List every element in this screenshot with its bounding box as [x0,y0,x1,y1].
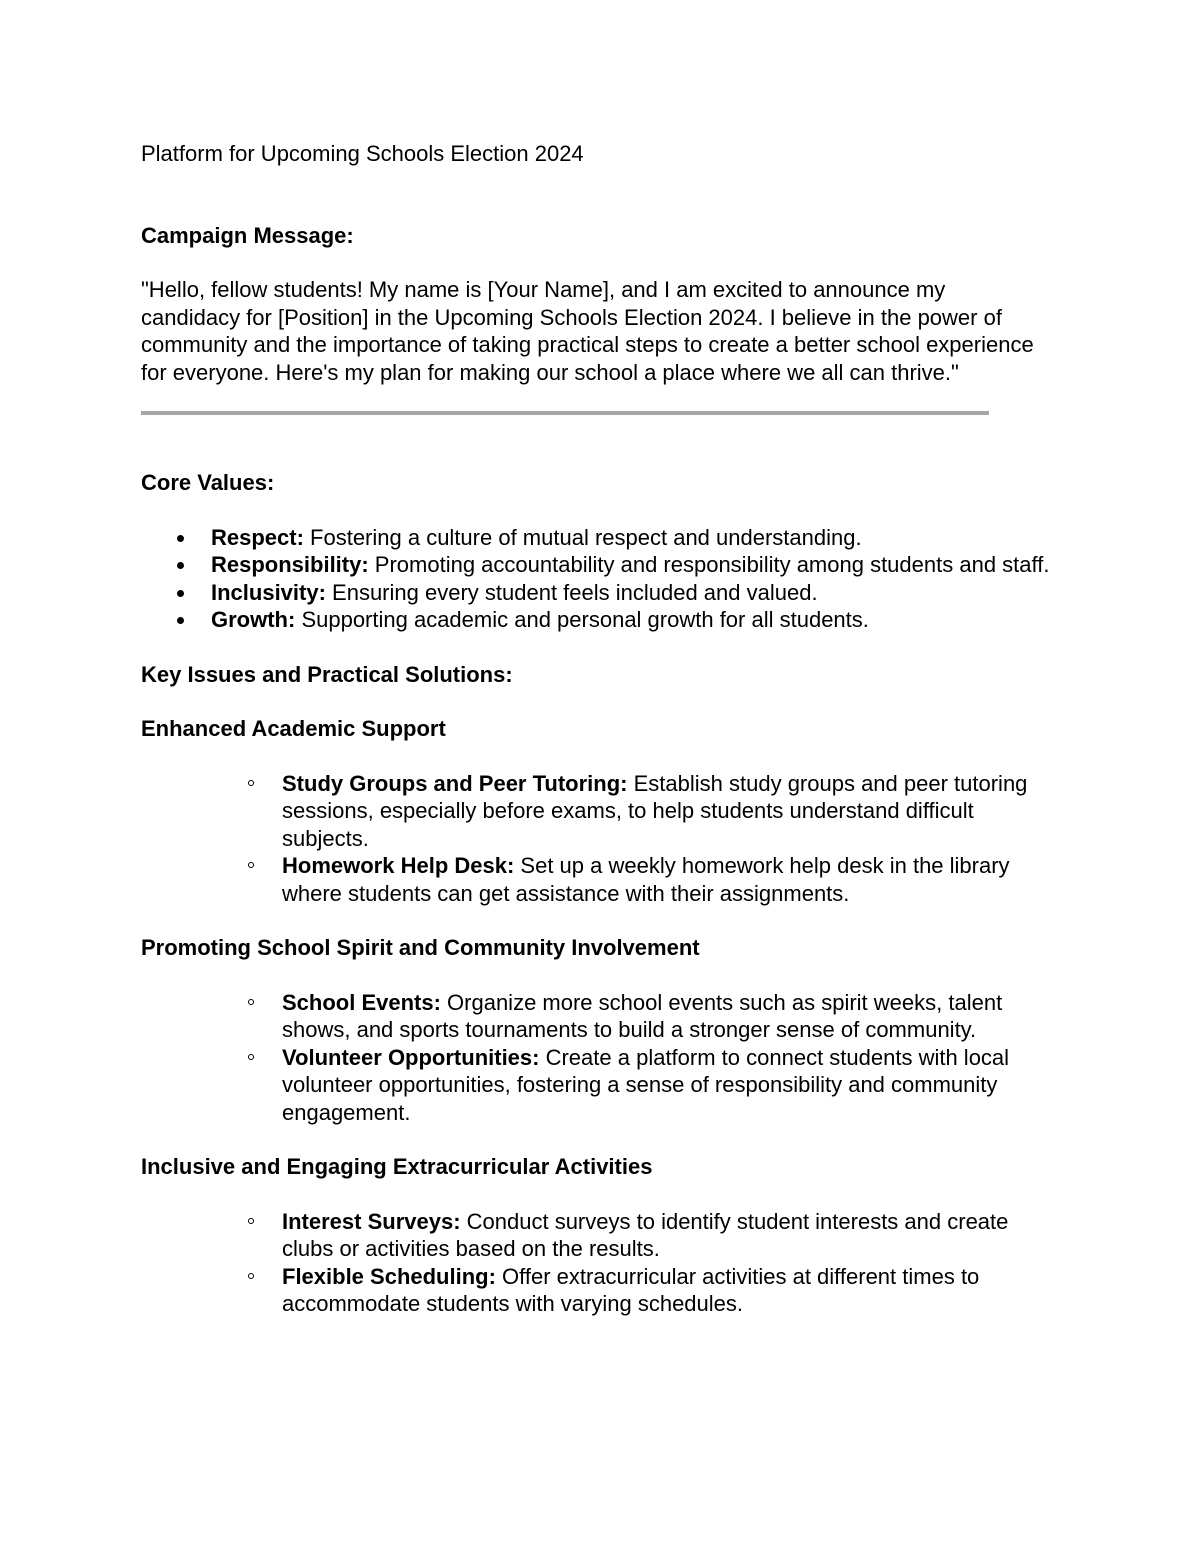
bullet-icon [177,590,184,597]
item-label: Interest Surveys: [282,1208,461,1234]
item-text: Offer extracurricular activities at different times to accommodate students with varying schedules. [282,1263,980,1316]
list-item [141,852,1062,907]
list-item [141,1208,1062,1263]
section-heading: Enhanced Academic Support [141,716,446,741]
document-page [141,140,1061,1318]
section-heading: Inclusive and Engaging Extracurricular Activities [141,1154,653,1179]
section-heading: Promoting School Spirit and Community Involvement [141,935,700,960]
circle-bullet-icon [248,999,254,1005]
list-item [141,989,1062,1044]
item-text: Supporting academic and personal growth for all students. [295,607,869,632]
core-values-heading: Core Values: [141,470,275,495]
item-text: Ensuring every student feels included and valued. [325,579,818,605]
circle-bullet-icon [248,780,254,786]
list-item [141,1044,1062,1127]
item-text: Conduct surveys to identify student interests and create clubs or activities based on the results. [282,1208,1009,1261]
item-label: Inclusivity: [211,579,326,605]
item-label: Responsibility: [211,552,369,577]
item-text: Set up a weekly homework help desk in the library where students can get assistance with their assignments. [282,853,1010,906]
circle-bullet-icon [248,862,254,868]
item-label: Volunteer Opportunities: [282,1044,540,1070]
circle-bullet-icon [248,1054,254,1060]
campaign-message-text: "Hello, fellow students! My name is [Your Name], and I am excited to announce my candidacy for [Position] in the Upcoming Schools Election 2024. I believe in the power of community and the importance of taking practical steps to create a better school experience for everyone. Here's my plan for making our school a place where we all can thrive." [141,277,1034,385]
item-label: School Events: [282,989,441,1015]
item-text: Fostering a culture of mutual respect and understanding. [303,524,862,550]
bullet-icon [177,535,184,542]
key-issues-heading: Key Issues and Practical Solutions: [141,661,513,687]
list-item [141,1263,1062,1318]
circle-bullet-icon [248,1273,254,1279]
item-label: Homework Help Desk: [282,853,515,878]
item-label: Growth: [211,607,296,632]
item-label: Flexible Scheduling: [282,1263,496,1289]
bullet-icon [177,562,184,569]
solutions-list [141,770,1061,908]
list-item [141,579,1061,607]
list-item [141,551,1061,579]
list-item [141,606,1061,634]
solutions-list [141,1208,1061,1318]
item-label: Study Groups and Peer Tutoring: [282,770,628,796]
item-text: Promoting accountability and responsibility among students and staff. [368,552,1050,577]
item-text: Organize more school events such as spirit weeks, talent shows, and sports tournaments to build a stronger sense of community. [282,989,1003,1042]
solutions-list [141,989,1061,1127]
bullet-icon [177,617,184,624]
circle-bullet-icon [248,1218,254,1224]
item-text: Establish study groups and peer tutoring sessions, especially before exams, to help students understand difficult subjects. [282,770,1028,851]
list-item [141,770,1062,853]
campaign-message-heading: Campaign Message: [141,222,354,248]
item-label: Respect: [211,524,304,550]
list-item [141,524,1061,552]
document-title: Platform for Upcoming Schools Election 2024 [141,141,584,166]
item-text: Create a platform to connect students with local volunteer opportunities, fostering a sense of responsibility and community engagement. [282,1044,1010,1125]
core-values-list [141,524,1061,634]
